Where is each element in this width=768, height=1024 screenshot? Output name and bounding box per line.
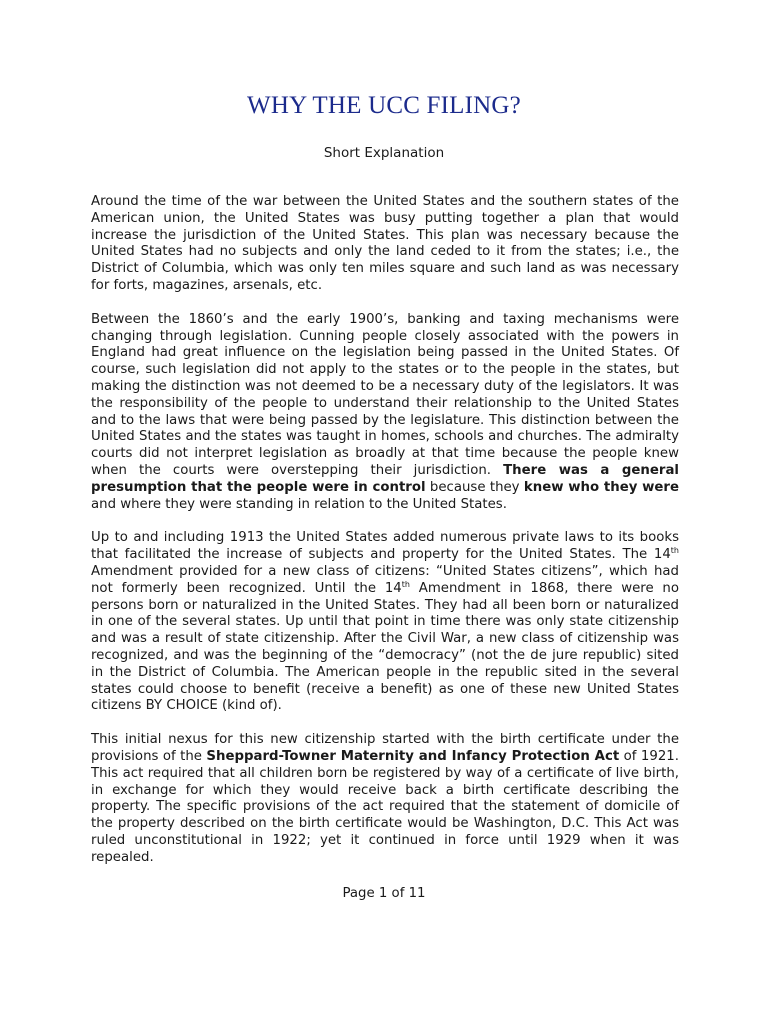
paragraph-2-bold-b: knew who they were [523, 479, 679, 495]
paragraph-2 [91, 312, 679, 514]
page-subtitle: Short Explanation [323, 145, 445, 161]
paragraph-2-text-b: because they [425, 479, 524, 495]
paragraph-3-text-c: Amendment in 1868, there were no persons born or naturalized in the United States. They had all been born or naturalized in one of the several states. Up until that point in time there was only state citizenship and was a result of state citizenship. After the Civil War, a new class of citizenship was recognized, and was the beginning of the “democracy” (not the de jure republic) sited in the District of Columbia. The American people in the republic sited in the several states could choose to benefit (receive a benefit) as one of these new United States citizens BY CHOICE (kind of). [91, 580, 679, 714]
paragraph-1: Around the time of the war between the United States and the southern states of the American union, the United States was busy putting together a plan that would increase the jurisdiction of the United States. This plan was necessary because the United States had no subjects and only the land ceded to it from the states; i.e., the District of Columbia, which was only ten miles square and such land as was necessary for forts, magazines, arsenals, etc. [91, 194, 679, 293]
paragraph-3 [91, 530, 679, 715]
paragraph-2-text-c: and where they were standing in relation to the United States. [91, 496, 507, 512]
paragraph-4-text-a: This initial nexus for this new citizenship started with the birth certificate under the provisions of the [91, 732, 679, 764]
paragraph-4-text-b: of 1921. This act required that all children born be registered by way of a certificate of live birth, in exchange for which they would receive back a birth certificate describing the property. The specific provisions of the act required that the statement of domicile of the property described on the birth certificate would be Washington, D.C. This Act was ruled unconstitutional in 1922; yet it continued in force until 1929 when it was repealed. [91, 748, 679, 865]
paragraph-2-bold-a: There was a general presumption that the people were in control [91, 462, 679, 495]
document-body [91, 194, 679, 883]
paragraph-3-text-a: Up to and including 1913 the United States added numerous private laws to its books that facilitated the increase of subjects and property for the United States. The 14 [91, 530, 679, 563]
paragraph-4 [91, 732, 679, 866]
superscript-th-1: th [670, 546, 679, 556]
paragraph-4-bold-a: Sheppard-Towner Maternity and Infancy Protection Act [206, 748, 620, 764]
page-number: Page 1 of 11 [342, 886, 426, 901]
paragraph-3-text-b: Amendment provided for a new class of citizens: “United States citizens”, which had not formerly been recognized. Until the 14 [91, 563, 679, 596]
superscript-th-2: th [401, 579, 410, 589]
paragraph-2-text-a: Between the 1860’s and the early 1900’s, banking and taxing mechanisms were changing through legislation. Cunning people closely associated with the powers in England had great influence on the legislation being passed in the United States. Of course, such legislation did not apply to the states or to the people in the states, but making the distinction was not deemed to be a necessary duty of the legislators. It was the responsibility of the people to understand their relationship to the United States and to the laws that were being passed by the legislature. This distinction between the United States and the states was taught in homes, schools and churches. The admiralty courts did not interpret legislation as broadly at that time because the people knew when the courts were overstepping their jurisdiction. [91, 311, 679, 478]
page-title: WHY THE UCC FILING? [247, 92, 521, 119]
